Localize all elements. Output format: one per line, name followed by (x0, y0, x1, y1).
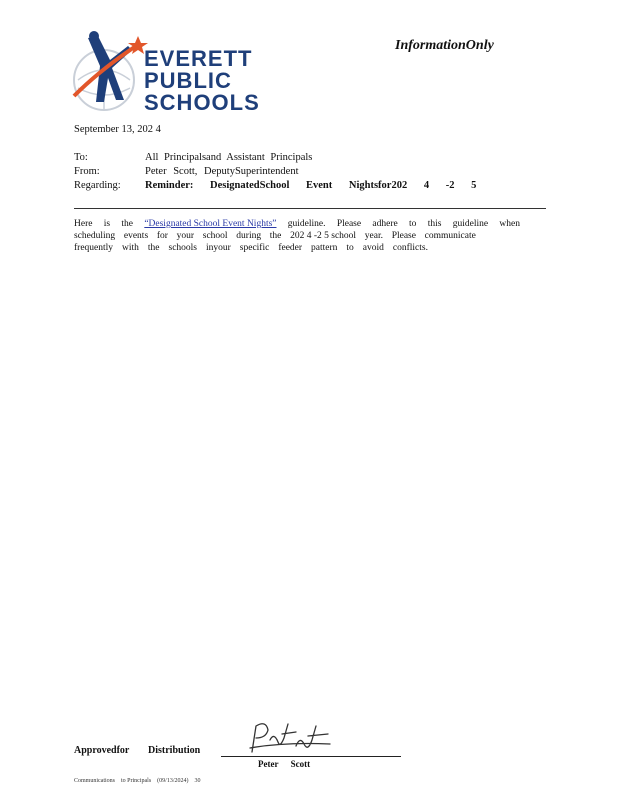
body-word: Here (74, 219, 93, 229)
footer-text: Communications to Principals (09/13/2024) 30 (74, 778, 201, 784)
body-word: inyour (205, 243, 231, 253)
distribution-label: Distribution (148, 745, 201, 756)
body-word: avoid (362, 243, 384, 253)
logo-word-schools: SCHOOLS (144, 90, 260, 115)
figure-star-logo-icon (70, 30, 150, 114)
body-line-3 (74, 243, 428, 253)
regarding-value: Reminder: DesignatedSchool Event Nightsfor202 4 -2 5 (145, 180, 477, 191)
body-word: guideline (452, 219, 489, 229)
body-word: for (156, 231, 168, 241)
body-word: to (409, 219, 417, 229)
classification-label: InformationOnly (395, 38, 494, 53)
logo-word-everett: EVERETT (144, 46, 253, 71)
header-divider (74, 208, 546, 209)
body-word: your (176, 231, 195, 241)
body-word: feeder (278, 243, 303, 253)
body-word: when (499, 219, 520, 229)
to-value: All Principalsand Assistant Principals (145, 152, 313, 163)
body-word: Please (336, 219, 362, 229)
body-word: to (346, 243, 354, 253)
guideline-link[interactable]: “Designated School Event Nights” (144, 219, 277, 229)
approved-label: Approvedfor (74, 745, 130, 756)
body-word: specific (239, 243, 270, 253)
body-word: guideline. (287, 219, 326, 229)
body-word: schools (168, 243, 197, 253)
body-word: the (147, 243, 160, 253)
body-word: pattern (311, 243, 338, 253)
regarding-label: Regarding: (74, 180, 121, 191)
body-word: frequently (74, 243, 114, 253)
body-word: the (269, 231, 282, 241)
body-line-1 (74, 219, 520, 229)
body-line-2 (74, 231, 476, 241)
body-word: adhere (372, 219, 398, 229)
from-value: Peter Scott, DeputySuperintendent (145, 166, 299, 177)
body-word: events (123, 231, 149, 241)
from-label: From: (74, 166, 100, 177)
body-word: school (202, 231, 228, 241)
body-word: during (236, 231, 262, 241)
body-word: year. (364, 231, 383, 241)
signature-line (221, 756, 401, 757)
to-label: To: (74, 152, 88, 163)
body-word: scheduling (74, 231, 116, 241)
body-word: Please (391, 231, 416, 241)
memo-date: September 13, 202 4 (74, 124, 161, 135)
body-word: this (427, 219, 442, 229)
body-word: is (103, 219, 111, 229)
body-word: conflicts. (392, 243, 428, 253)
body-word: the (121, 219, 134, 229)
body-word: communicate (424, 231, 476, 241)
logo-word-public: PUBLIC (144, 68, 232, 93)
handwritten-signature-icon (244, 718, 334, 760)
body-word: with (122, 243, 139, 253)
body-word: 202 4 -2 5 school (290, 231, 357, 241)
signer-name: Peter Scott (258, 759, 311, 769)
district-logo (70, 30, 260, 114)
